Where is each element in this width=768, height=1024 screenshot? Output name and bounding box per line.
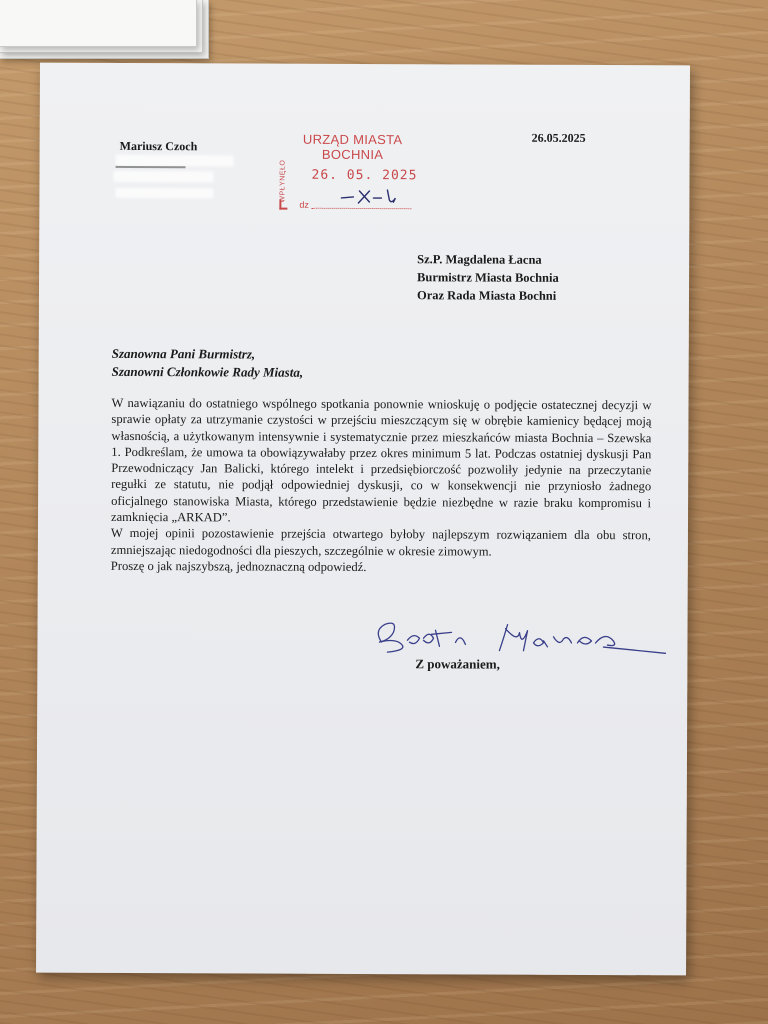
stamp-title bbox=[298, 132, 408, 162]
paper-sheet bbox=[0, 0, 197, 47]
stamp-received-label: WPŁYNĘŁO bbox=[279, 159, 287, 203]
sender-name: Mariusz Czoch bbox=[119, 138, 198, 154]
recipient-line: Burmistrz Miasta Bochnia bbox=[417, 270, 559, 285]
stamp-title-line1: URZĄD MIASTA bbox=[302, 131, 403, 148]
letter-body bbox=[111, 395, 652, 577]
body-paragraph: Proszę o jak najszybszą, jednoznaczną odpowiedź. bbox=[110, 558, 367, 574]
recipient-line: Oraz Rada Miasta Bochni bbox=[416, 288, 557, 303]
handwritten-mark bbox=[335, 182, 415, 210]
stamp-corner-mark bbox=[279, 200, 287, 210]
received-stamp bbox=[269, 126, 419, 219]
recipient-block bbox=[417, 250, 559, 305]
redacted-address-line bbox=[115, 188, 213, 198]
handwritten-signature bbox=[367, 612, 667, 663]
redacted-address-line bbox=[116, 155, 234, 167]
body-paragraph: W nawiązaniu do ostatniego wspólnego spotkania ponownie wnioskuję o podjęcie ostatecznej decyzji w sprawie opłaty za utrzymanie czystości w przejściu mieszczącym się w obrębie kamienicy będącej moją własnością, a użytkowanym intensywnie i systematycznie przez mieszkańców miasta Bochnia – Szewska 1. Podkreślam, że umowa ta obowiązywałaby przez okres minimum 5 lat. Podczas ostatniej dyskusji Pan Przewodniczący Jan Balicki, którego intelekt i przedsiębiorczość pozwoliły jedynie na przeczytanie regułki ze statutu, nie podjął odpowiedniej dyskusji, co w konsekwencji nie przyniosło żadnego oficjalnego stanowiska Miasta, którego przedstawienie będzie niezbędne w razie braku kompromisu i zamknięcia „ARKAD”. bbox=[110, 395, 652, 525]
greeting bbox=[112, 345, 304, 382]
redacted-address-line bbox=[113, 171, 213, 182]
paper-stack bbox=[0, 0, 215, 66]
redaction-remnant bbox=[116, 166, 186, 168]
greeting-line: Szanowni Członkowie Rady Miasta, bbox=[111, 363, 304, 380]
letter-date: 26.05.2025 bbox=[531, 130, 586, 145]
letter-page bbox=[36, 63, 690, 976]
body-paragraph: W mojej opinii pozostawienie przejścia otwartego byłoby najlepszym rozwiązaniem dla obu stron, zmniejszając niedogodności dla pieszych, szczególnie w okresie zimowym. bbox=[110, 526, 651, 559]
stamp-dz-label: dz bbox=[299, 199, 309, 210]
recipient-line: Sz.P. Magdalena Łacna bbox=[417, 252, 542, 267]
closing: Z poważaniem, bbox=[415, 656, 500, 672]
greeting-line: Szanowna Pani Burmistrz, bbox=[111, 345, 256, 362]
stamp-title-line2: BOCHNIA bbox=[321, 146, 384, 163]
stamp-date: 26. 05. 2025 bbox=[311, 167, 418, 184]
